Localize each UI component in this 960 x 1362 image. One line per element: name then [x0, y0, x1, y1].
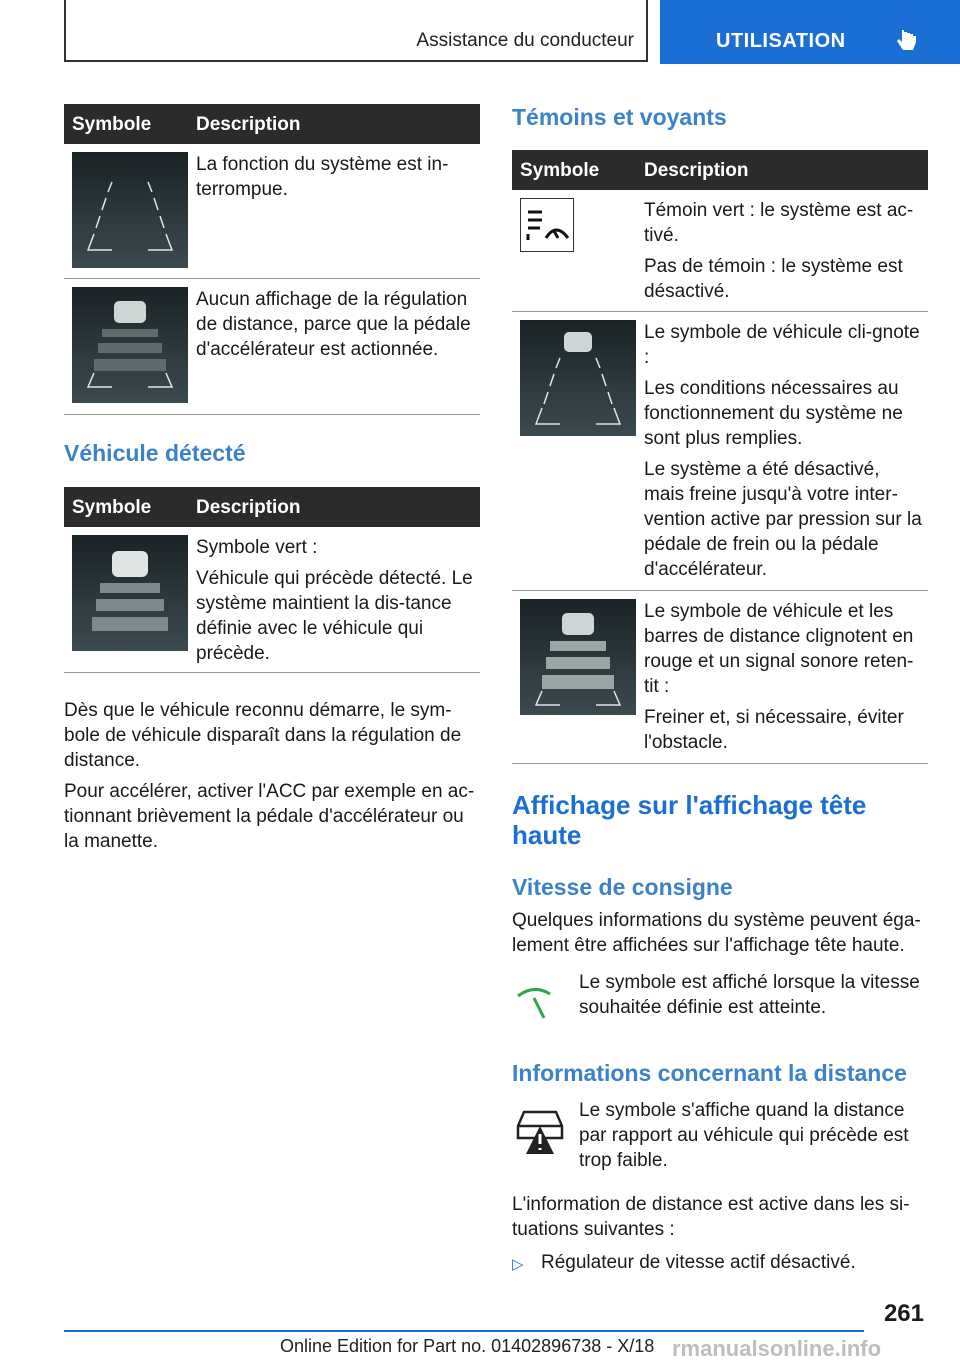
table-row	[512, 190, 928, 312]
row-description: Freiner et, si nécessaire, éviter l'obstacle.	[644, 707, 904, 753]
paragraph: Dès que le véhicule reconnu démarre, le sym‐bole de véhicule disparaît dans la régulation de distance.	[64, 700, 462, 771]
row-description: Pas de témoin : le système est désactivé.	[644, 256, 903, 302]
row-description: La fonction du système est in‐terrompue.	[196, 154, 449, 200]
table-row	[64, 527, 480, 673]
row-description: Le système a été désactivé, mais freine jusqu'à votre inter‐vention active par pression sur la pédale de frein ou la pédale d'accélérateur.	[644, 459, 922, 580]
acc-green-indicator-icon	[520, 198, 574, 257]
table-header	[64, 487, 480, 527]
heading-vehicule-detecte: Véhicule détecté	[64, 440, 246, 466]
paragraph: Pour accélérer, activer l'ACC par exemple en ac‐tionnant brièvement la pédale d'accélérateur ou la manette.	[64, 781, 475, 852]
row-description: Les conditions nécessaires au fonctionnement du système ne sont plus remplies.	[644, 378, 903, 449]
col-description: Description	[196, 114, 301, 135]
bullet-triangle-icon: ▷	[512, 1256, 524, 1273]
hud-distance-text	[512, 1192, 930, 1248]
page-number: 261	[883, 1300, 924, 1327]
table-row	[64, 144, 480, 279]
bullet-text: Régulateur de vitesse actif désactivé.	[541, 1252, 856, 1273]
vehicle-warning-icon	[514, 1104, 566, 1158]
hand-pointer-icon	[896, 28, 918, 54]
row-description-line1: Symbole vert :	[196, 537, 318, 558]
paragraph: Quelques informations du système peuvent éga‐lement être affichées sur l'affichage tête haute.	[512, 910, 921, 956]
left-column	[64, 104, 480, 415]
footer-edition: Online Edition for Part no. 01402896738 - X/18	[280, 1336, 655, 1356]
header-section-box	[64, 0, 648, 62]
paragraph: L'information de distance est active dans les si‐tuations suivantes :	[512, 1194, 910, 1240]
row-description: Aucun affichage de la régulation de distance, parce que la pédale d'accélérateur est actionnée.	[196, 289, 471, 360]
heading-vitesse-consigne: Vitesse de consigne	[512, 874, 733, 900]
lane-distance-vehicle-icon	[72, 287, 188, 408]
col-description: Description	[644, 160, 749, 181]
header-tab-utilisation[interactable]	[660, 0, 960, 64]
hud-intro	[512, 908, 930, 964]
heading-distance-info: Informations concernant la distance	[512, 1060, 907, 1086]
heading-temoins: Témoins et voyants	[512, 104, 727, 130]
footer-divider	[64, 1330, 864, 1332]
table-row	[64, 279, 480, 415]
speed-arc-green-icon	[512, 978, 556, 1024]
row-description: Le symbole de véhicule cli‐gnote :	[644, 322, 920, 368]
paragraph: Le symbole est affiché lorsque la vitesse souhaitée définie est atteinte.	[579, 972, 920, 1018]
col-symbol: Symbole	[72, 497, 152, 518]
table-header	[64, 104, 480, 144]
lane-distance-empty-icon	[72, 152, 188, 273]
lane-vehicle-detected-icon	[72, 535, 188, 656]
temoins-table	[512, 150, 928, 764]
col-description: Description	[196, 497, 301, 518]
row-description-line2: Véhicule qui précède détecté. Le système maintient la dis‐tance définie avec le véhicule qui précède.	[196, 568, 473, 664]
row-description: Témoin vert : le système est ac‐tivé.	[644, 200, 914, 246]
vehicule-detecte-text	[64, 698, 478, 860]
vehicule-detecte-table	[64, 487, 480, 673]
lane-vehicle-red-bars-icon	[520, 599, 636, 720]
lane-vehicle-flashing-icon	[520, 320, 636, 441]
row-description: Le symbole de véhicule et les barres de distance clignotent en rouge et un signal sonore reten‐tit :	[644, 601, 914, 697]
heading-hud: Affichage sur l'affichage tête haute	[512, 790, 867, 850]
col-symbol: Symbole	[72, 114, 152, 135]
header-section-title: Assistance du conducteur	[416, 30, 634, 51]
table-header	[512, 150, 928, 190]
col-symbol: Symbole	[520, 160, 600, 181]
paragraph: Le symbole s'affiche quand la distance par rapport au véhicule qui précède est trop faible.	[579, 1100, 909, 1171]
table-row	[512, 591, 928, 764]
table-row	[512, 312, 928, 591]
hud-icon1-text	[579, 970, 929, 1026]
watermark: rmanualsonline.info	[672, 1336, 882, 1361]
hud-icon2-text	[579, 1098, 929, 1179]
header-tab-label: UTILISATION	[716, 30, 846, 52]
